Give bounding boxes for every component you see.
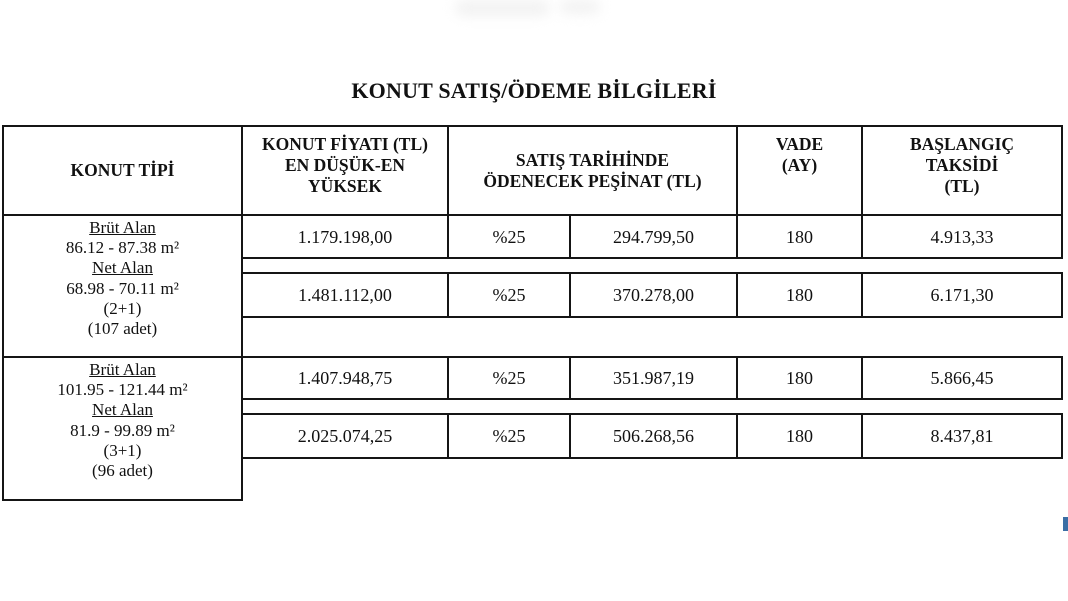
pesinat-oran-value: %25 [492,426,526,446]
blurred-artifact [560,0,600,14]
taksit-value: 5.866,45 [930,368,994,388]
header-konut-tipi: KONUT TİPİ [70,160,175,180]
net-alan-label: Net Alan [92,400,153,420]
taksit-value: 8.437,81 [930,426,994,446]
vade-value: 180 [786,226,813,247]
net-alan-label: Net Alan [92,258,153,278]
page-title: KONUT SATIŞ/ÖDEME BİLGİLERİ [351,78,717,103]
vade-value: 180 [786,426,813,446]
vade-value: 180 [786,368,813,388]
konut-fiyati-value: 1.481.112,00 [298,285,392,305]
pesinat-tutar-value: 370.278,00 [613,285,694,305]
net-alan-value: 68.98 - 70.11 m² [66,278,179,298]
unit-count: (107 adet) [87,319,158,339]
vade-value: 180 [786,285,813,305]
konut-fiyati-value: 1.179.198,00 [297,226,393,247]
taksit-value: 4.913,33 [930,226,994,247]
unit-count: (96 adet) [92,461,153,481]
pesinat-oran-value: %25 [492,285,526,305]
pesinat-oran-value: %25 [492,368,526,388]
pesinat-tutar-value: 506.268,56 [613,426,694,446]
brut-alan-value: 86.12 - 87.38 m² [65,238,180,258]
blurred-artifact [455,0,550,16]
pesinat-tutar-value: 294.799,50 [613,226,694,247]
header-vade: VADE (AY) [775,134,824,175]
konut-fiyati-value: 1.407.948,75 [297,368,393,388]
brut-alan-label: Brüt Alan [89,218,156,237]
net-alan-value: 81.9 - 99.89 m² [70,420,175,440]
header-konut-fiyati: KONUT FİYATI (TL) EN DÜŞÜK-EN YÜKSEK [262,134,428,196]
room-type: (2+1) [103,298,142,318]
konut-fiyati-value: 2.025.074,25 [297,426,393,446]
header-pesinat: SATIŞ TARİHİNDE ÖDENECEK PEŞİNAT (TL) [483,149,702,191]
pesinat-tutar-value: 351.987,19 [613,368,694,388]
taksit-value: 6.171,30 [930,285,994,305]
header-baslangic-taksidi: BAŞLANGIÇ TAKSİDİ (TL) [909,134,1015,196]
edge-marker [1063,517,1068,531]
konut-tipi-3plus1 [4,360,241,481]
pesinat-oran-value: %25 [492,226,526,247]
brut-alan-value: 101.95 - 121.44 m² [57,380,188,400]
konut-tipi-2plus1 [4,218,241,339]
brut-alan-label: Brüt Alan [89,360,156,379]
room-type: (3+1) [103,440,142,460]
